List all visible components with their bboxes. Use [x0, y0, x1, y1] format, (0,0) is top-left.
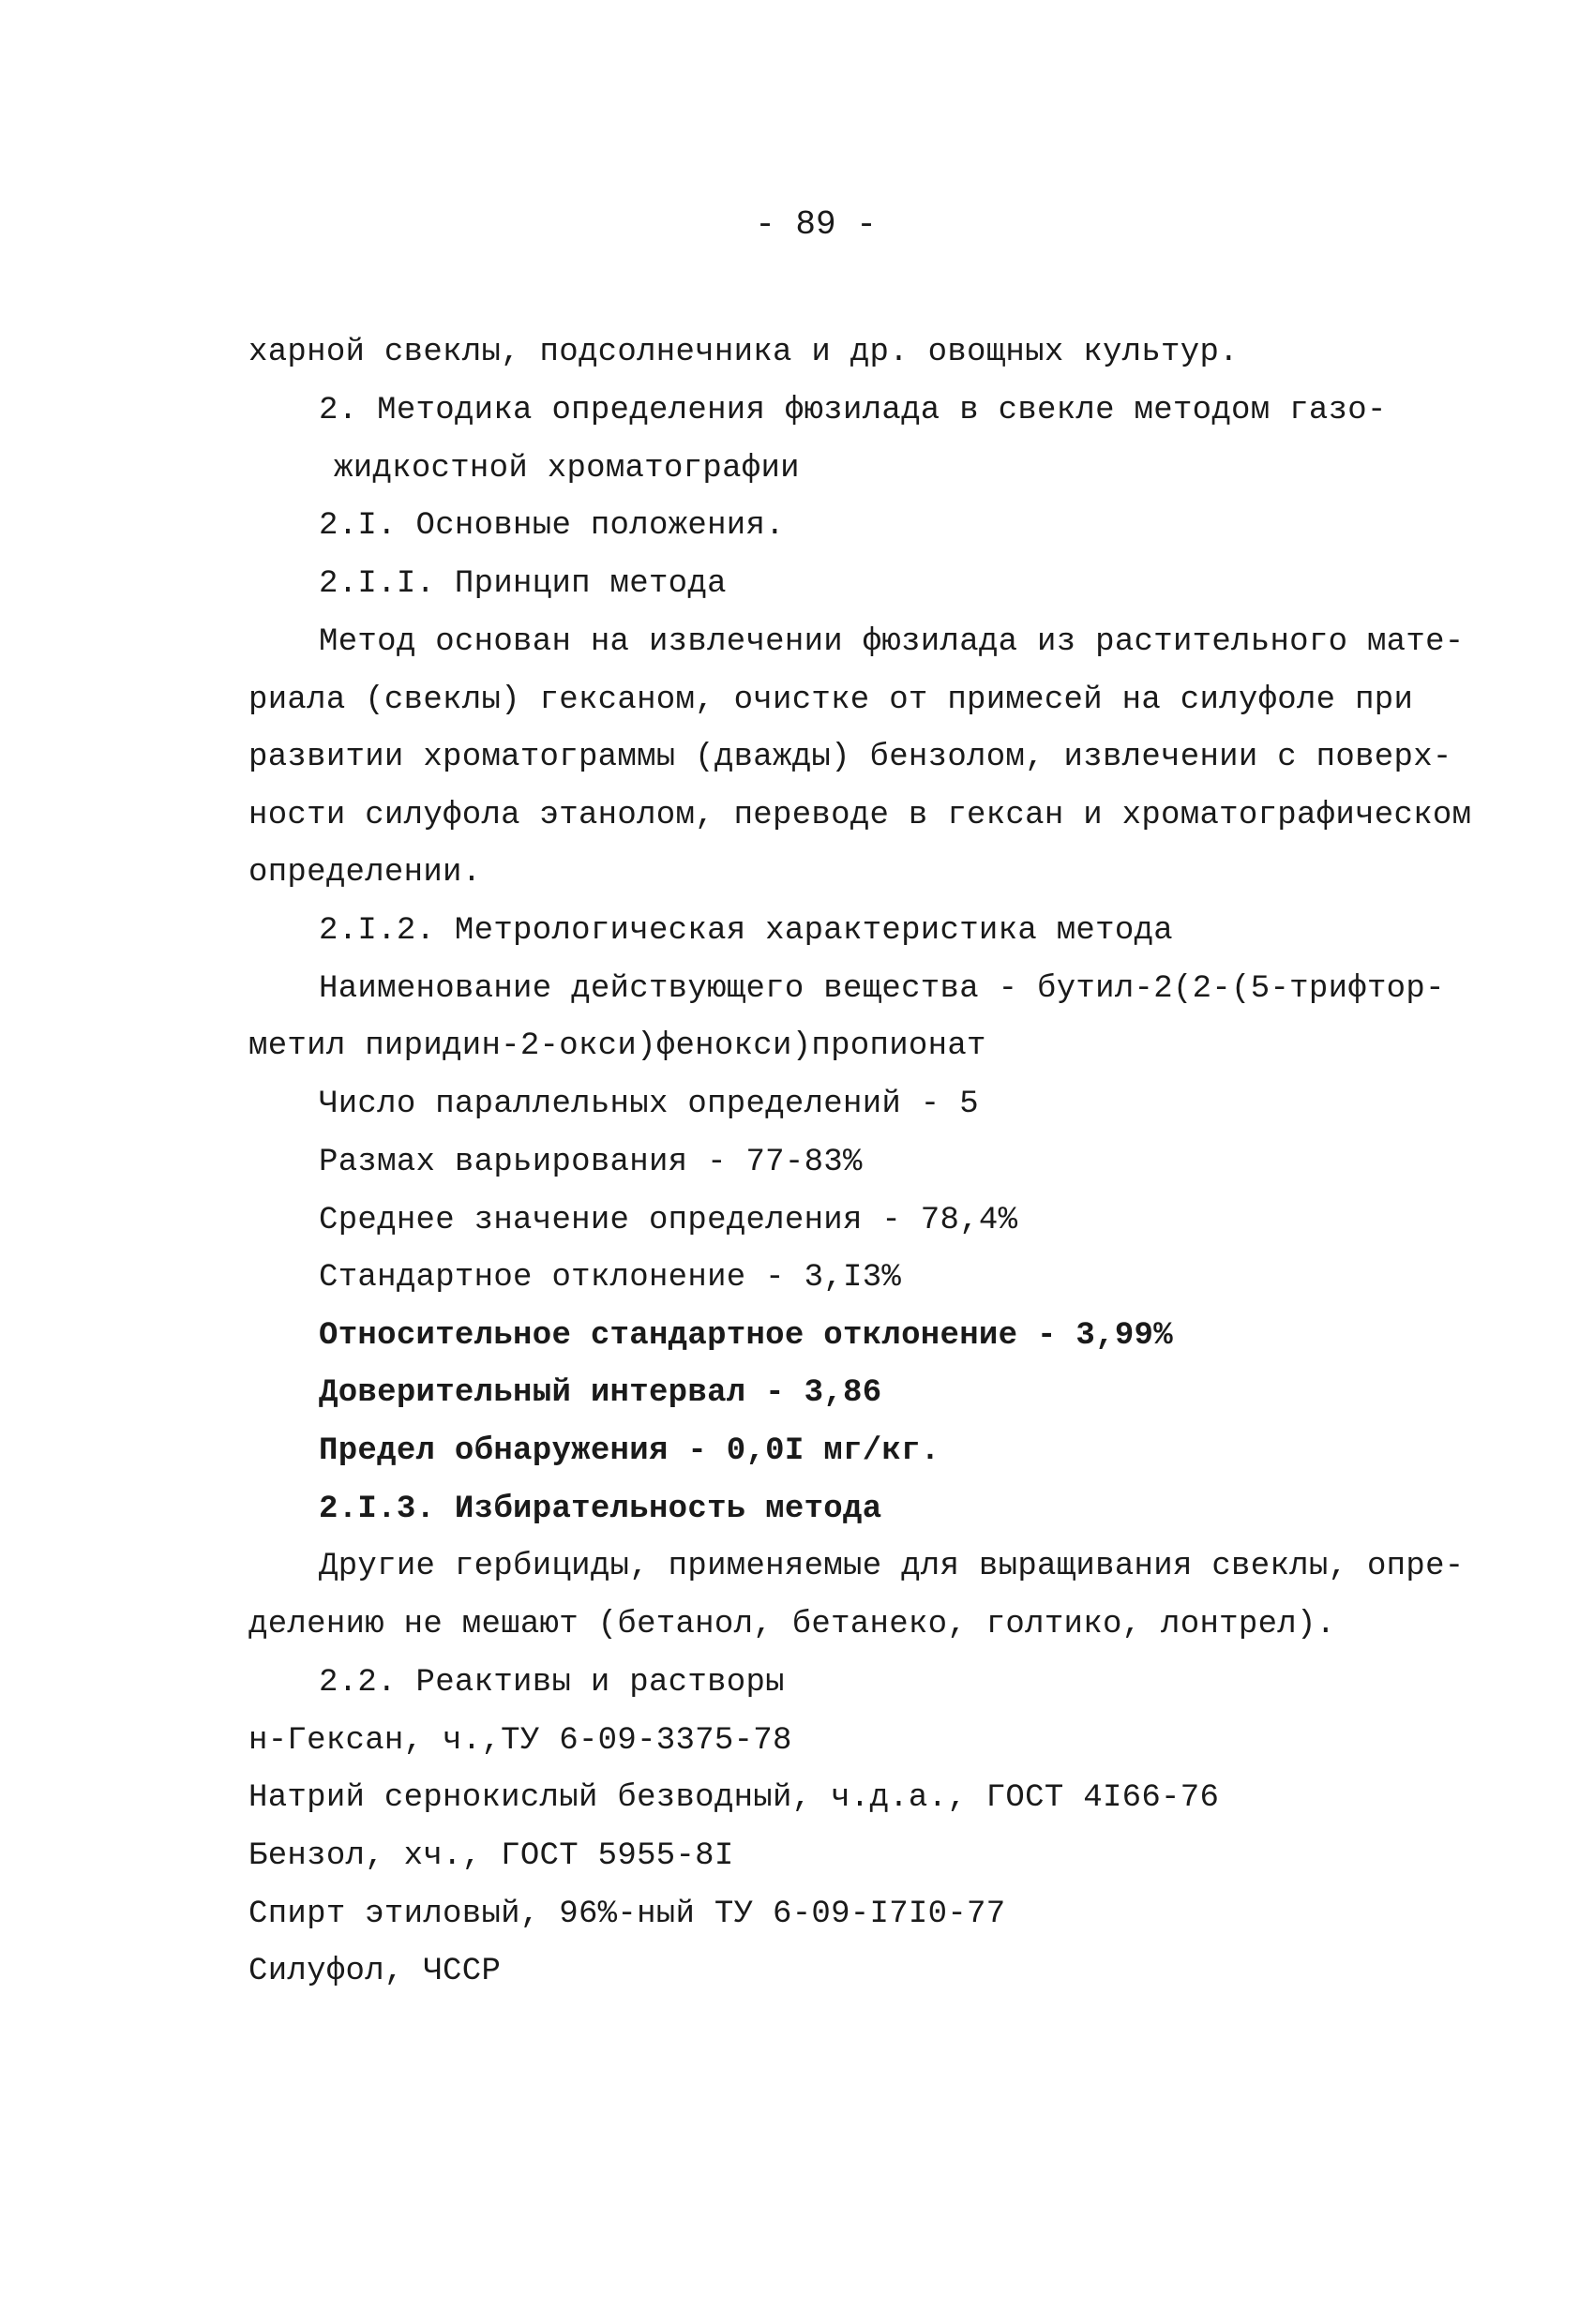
- text-line: Наименование действующего вещества - бутил-2(2-(5-трифтор-: [319, 971, 1445, 1007]
- text-line: развитии хроматограммы (дважды) бензолом, извлечении с поверх-: [248, 740, 1452, 775]
- metric-line: Число параллельных определений - 5: [319, 1087, 979, 1122]
- text-line: ности силуфола этанолом, переводе в гексан и хроматографическом: [248, 798, 1472, 833]
- text-line: Другие гербициды, применяемые для выращивания свеклы, опре-: [319, 1549, 1465, 1584]
- subsection-heading: 2.I. Основные положения.: [319, 508, 785, 544]
- metric-line: Стандартное отклонение - 3,I3%: [319, 1260, 902, 1296]
- text-line: определении.: [248, 855, 482, 891]
- reagent-line: Спирт этиловый, 96%-ный ТУ 6-09-I7I0-77: [248, 1897, 1006, 1932]
- metric-line: Среднее значение определения - 78,4%: [319, 1203, 1018, 1238]
- section-heading-continuation: жидкостной хроматографии: [334, 451, 800, 487]
- text-line: харной свеклы, подсолнечника и др. овощных культур.: [248, 335, 1239, 370]
- metric-line: Предел обнаружения - 0,0I мг/кг.: [319, 1433, 940, 1469]
- metric-line: Размах варьирования - 77-83%: [319, 1145, 863, 1180]
- subsection-heading: 2.I.3. Избирательность метода: [319, 1492, 882, 1527]
- reagent-line: Бензол, хч., ГОСТ 5955-8I: [248, 1838, 734, 1874]
- section-heading: 2. Методика определения фюзилада в свекле методом газо-: [319, 393, 1387, 428]
- page-number: - 89 -: [755, 205, 877, 244]
- subsection-heading: 2.I.2. Метрологическая характеристика метода: [319, 913, 1173, 949]
- reagent-line: н-Гексан, ч.,ТУ 6-09-3375-78: [248, 1723, 792, 1759]
- reagent-line: Натрий сернокислый безводный, ч.д.а., ГОСТ 4I66-76: [248, 1780, 1220, 1816]
- text-line: риала (свеклы) гексаном, очистке от примесей на силуфоле при: [248, 682, 1414, 718]
- reagent-line: Силуфол, ЧССР: [248, 1954, 502, 1989]
- text-line: метил пиридин-2-окси)фенокси)пропионат: [248, 1028, 986, 1064]
- text-line: делению не мешают (бетанол, бетанеко, голтико, лонтрел).: [248, 1607, 1336, 1642]
- metric-line: Относительное стандартное отклонение - 3,99%: [319, 1318, 1173, 1354]
- metric-line: Доверительный интервал - 3,86: [319, 1375, 882, 1411]
- subsection-heading: 2.2. Реактивы и растворы: [319, 1665, 785, 1701]
- subsection-heading: 2.I.I. Принцип метода: [319, 566, 727, 602]
- text-line: Метод основан на извлечении фюзилада из растительного мате-: [319, 624, 1465, 660]
